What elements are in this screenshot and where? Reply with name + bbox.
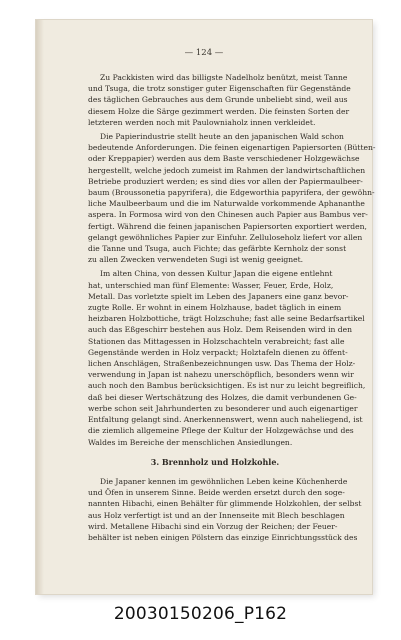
page-number: — 124 —: [184, 48, 224, 58]
text-line: Betriebe produziert werden; es sind dies vor allen der Papiermaulbeer-: [88, 176, 363, 186]
text-line: Entfaltung gelangt sind. Anerkennenswert, wenn auch naheliegend, ist: [88, 415, 363, 425]
text-line: Im alten China, von dessen Kultur Japan die eigene entlehnt: [100, 269, 333, 279]
text-line: behälter ist neben einigen Pölstern das einzige Einrichtungsstück des: [88, 532, 358, 542]
paragraph-china-elemente: [88, 268, 366, 447]
text-line: wird. Metallene Hibachi sind ein Vorzug der Reichen; der Feuer-: [88, 521, 338, 531]
text-line: des täglichen Gebrauches aus dem Grunde unbeliebt sind, weil aus: [88, 95, 348, 105]
text-line: zugte Rolle. Er wohnt in einem Holzhause, badet täglich in einem: [88, 303, 342, 313]
text-line: hergestellt, welche jedoch zumeist im Rahmen der landwirtschaftlichen: [88, 165, 366, 175]
paragraph-brennholz: [88, 476, 362, 543]
text-line: nannten Hibachi, einen Behälter für glimmende Holzkohlen, der selbst: [88, 499, 362, 509]
page-gutter-shadow: [36, 20, 44, 594]
text-line: und Tsuga, die trotz sonstiger guter Eigenschaften für Gegenstände: [88, 84, 351, 94]
text-line: fertigt. Während die feinen japanischen Papiersorten exportiert werden,: [88, 221, 367, 231]
text-line: Die Papierindustrie stellt heute an den japanischen Wald schon: [100, 132, 344, 142]
text-line: Zu Packkisten wird das billigste Nadelholz benützt, meist Tanne: [100, 73, 348, 82]
text-line: daß bei dieser Wertschätzung des Holzes, die damit verbundenen Ge-: [88, 392, 357, 402]
text-line: oder Kreppapier) werden aus dem Baste verschiedener Holzgewächse: [88, 154, 360, 164]
book-page: [36, 20, 376, 594]
text-line: letzteren werden noch mit Paulowniaholz innen verkleidet.: [88, 117, 316, 127]
text-line: die ziemlich allgemeine Pflege der Kultur der Holzgewächse und des: [88, 426, 354, 436]
text-line: gelangt gewöhnliches Papier zur Einfuhr. Zelluloseholz liefert vor allen: [88, 232, 363, 242]
archive-id-caption: 20030150206_P162: [113, 604, 288, 624]
text-line: Gegenstände werden in Holz verpackt; Holztafeln dienen zu öffent-: [88, 347, 348, 357]
text-line: verwendung in Japan ist nahezu unerschöpflich, besonders wenn wir: [88, 370, 354, 380]
text-line: heizbaren Holzbottiche, trägt Holzschuhe; fast alle seine Bedarfsartikel: [88, 314, 365, 324]
text-line: auch das Eßgeschirr bestehen aus Holz. Dem Reisenden wird in den: [88, 325, 353, 335]
text-line: Waldes im Bereiche der menschlichen Ansiedlungen.: [88, 437, 293, 447]
page-text-block: [88, 72, 376, 546]
paragraph-papierindustrie: [88, 131, 376, 265]
text-line: liche Maulbeerbaum und die im Naturwalde vorkommende Aphananthe: [88, 199, 365, 209]
text-line: aspera. In Formosa wird von den Chinesen auch Papier aus Bambus ver-: [88, 210, 368, 220]
text-line: bedeutende Anforderungen. Die feinen eigenartigen Papiersorten (Bütten-: [88, 143, 376, 153]
section-heading: 3. Brennholz und Holzkohle.: [150, 456, 280, 467]
text-line: zu allen Zwecken verwendeten Sugi ist wenig geeignet.: [88, 255, 304, 265]
text-line: Stationen das Mittagessen in Holzschachteln verabreicht; fast alle: [88, 336, 345, 346]
text-line: baum (Broussonetia papyrifera), die Edgeworthia papyrifera, der gewöhn-: [88, 188, 375, 198]
paragraph-packkisten: [88, 72, 351, 128]
text-line: hat, unterschied man fünf Elemente: Wasser, Feuer, Erde, Holz,: [88, 280, 334, 290]
text-line: lichen Anschlägen, Straßenbezeichnungen usw. Das Thema der Holz-: [88, 359, 356, 369]
text-line: Die Japaner kennen im gewöhnlichen Leben keine Küchenherde: [100, 476, 348, 486]
text-line: werbe schon seit Jahrhunderten zu besonderer und auch eigenartiger: [88, 403, 358, 413]
text-line: diesem Holze die Särge gezimmert werden. Die feinsten Sorten der: [88, 106, 350, 116]
text-line: Metall. Das vorletzte spielt im Leben des Japaners eine ganz bevor-: [88, 291, 349, 301]
text-line: und Öfen in unserem Sinne. Beide werden ersetzt durch den soge-: [88, 488, 345, 498]
text-line: aus Holz verfertigt ist und an der Innenseite mit Blech beschlagen: [88, 510, 345, 520]
text-line: auch noch den Bambus berücksichtigen. Es ist nur zu leicht begreiflich,: [88, 381, 366, 391]
text-line: die Tanne und Tsuga, auch Fichte; das gefärbte Kernholz der sonst: [88, 244, 347, 254]
